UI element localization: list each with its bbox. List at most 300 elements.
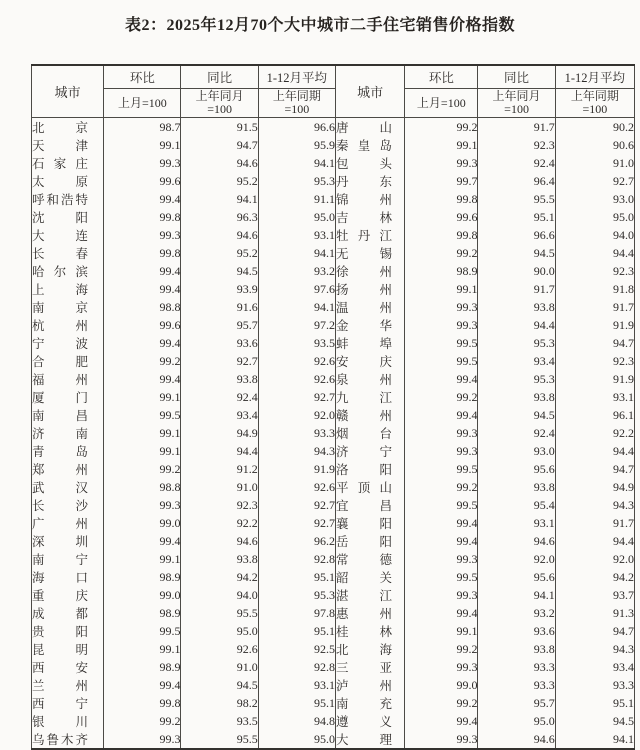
city-cell (335, 442, 404, 460)
table-row (32, 280, 635, 298)
avg-value: 94.3 (555, 640, 634, 658)
city-cell (335, 334, 404, 352)
city-cell (335, 424, 404, 442)
avg-value: 93.3 (258, 424, 335, 442)
avg-value: 92.6 (258, 478, 335, 496)
city-name: 呼和浩特 (32, 193, 88, 207)
city-name: 哈尔滨 (32, 265, 88, 279)
header-mom-base-right (405, 89, 478, 118)
price-index-table (31, 64, 635, 750)
city-cell (32, 496, 104, 514)
city-cell (32, 280, 104, 298)
avg-value: 94.1 (258, 154, 335, 172)
avg-value: 90.2 (555, 118, 634, 137)
avg-value: 93.1 (555, 388, 634, 406)
city-name: 西宁 (32, 697, 88, 711)
table-row (32, 208, 635, 226)
mom-value: 99.3 (405, 730, 478, 749)
mom-value: 99.1 (104, 136, 181, 154)
table-row (32, 370, 635, 388)
city-name: 宜昌 (335, 499, 392, 513)
mom-value: 99.4 (104, 532, 181, 550)
base-text: =100 (284, 102, 310, 116)
mom-value: 99.4 (104, 334, 181, 352)
yoy-value: 94.5 (181, 262, 258, 280)
avg-value: 91.9 (258, 460, 335, 478)
yoy-value: 95.5 (478, 190, 555, 208)
city-cell (32, 586, 104, 604)
table-row (32, 316, 635, 334)
yoy-value: 93.8 (478, 388, 555, 406)
mom-value: 99.4 (405, 532, 478, 550)
base-text: 上年同月 (195, 89, 244, 103)
avg-value: 93.7 (555, 586, 634, 604)
mom-value: 99.8 (405, 226, 478, 244)
mom-value: 99.5 (104, 622, 181, 640)
yoy-value: 94.5 (478, 244, 555, 262)
yoy-value: 95.2 (181, 244, 258, 262)
city-cell (32, 478, 104, 496)
city-cell (335, 730, 404, 749)
avg-value: 95.3 (258, 172, 335, 190)
mom-value: 99.8 (104, 694, 181, 712)
table-row (32, 532, 635, 550)
city-cell (335, 514, 404, 532)
table-row (32, 568, 635, 586)
avg-value: 92.3 (555, 352, 634, 370)
avg-value: 91.1 (258, 190, 335, 208)
yoy-value: 95.3 (478, 370, 555, 388)
yoy-value: 93.5 (181, 712, 258, 730)
mom-value: 99.3 (104, 226, 181, 244)
city-cell (335, 244, 404, 262)
city-cell (32, 172, 104, 190)
mom-value: 99.2 (104, 460, 181, 478)
city-cell (335, 388, 404, 406)
base-text: 上月=100 (117, 95, 167, 110)
avg-value: 91.9 (555, 370, 634, 388)
city-cell (32, 730, 104, 749)
header-city-left: 城市 (32, 65, 104, 118)
table-row (32, 712, 635, 730)
mom-value: 98.9 (104, 568, 181, 586)
yoy-value: 94.6 (478, 730, 555, 749)
city-name: 西安 (32, 661, 88, 675)
city-cell (32, 190, 104, 208)
city-cell (32, 622, 104, 640)
city-cell (32, 334, 104, 352)
yoy-value: 95.1 (478, 208, 555, 226)
city-cell (32, 136, 104, 154)
city-name: 湛江 (335, 589, 392, 603)
avg-value: 96.1 (555, 406, 634, 424)
avg-value: 94.1 (258, 298, 335, 316)
city-cell (335, 622, 404, 640)
city-cell (32, 604, 104, 622)
city-cell (335, 226, 404, 244)
avg-value: 95.1 (258, 694, 335, 712)
mom-value: 99.4 (405, 712, 478, 730)
city-cell (32, 406, 104, 424)
city-name: 锦州 (335, 193, 392, 207)
city-name: 长沙 (32, 499, 88, 513)
yoy-value: 93.4 (181, 406, 258, 424)
header-row-labels (32, 65, 635, 89)
city-cell (32, 532, 104, 550)
avg-value: 91.7 (555, 298, 634, 316)
table-row (32, 604, 635, 622)
city-cell (32, 694, 104, 712)
avg-value: 94.9 (555, 478, 634, 496)
avg-value: 97.6 (258, 280, 335, 298)
city-cell (32, 388, 104, 406)
yoy-value: 93.8 (478, 298, 555, 316)
avg-value: 92.0 (258, 406, 335, 424)
yoy-value: 98.2 (181, 694, 258, 712)
yoy-value: 95.7 (478, 694, 555, 712)
city-name: 扬州 (335, 283, 392, 297)
mom-value: 99.6 (104, 316, 181, 334)
avg-value: 92.7 (258, 388, 335, 406)
city-name: 深圳 (32, 535, 88, 549)
avg-value: 91.7 (555, 514, 634, 532)
city-cell (32, 370, 104, 388)
city-name: 岳阳 (335, 535, 392, 549)
city-cell (335, 550, 404, 568)
mom-value: 99.1 (104, 550, 181, 568)
mom-value: 99.2 (405, 478, 478, 496)
mom-value: 99.3 (405, 550, 478, 568)
city-name: 贵阳 (32, 625, 88, 639)
yoy-value: 95.5 (181, 730, 258, 749)
city-name: 广州 (32, 517, 88, 531)
header-avg-right: 1-12月平均 (555, 65, 634, 89)
city-name: 牡丹江 (335, 229, 392, 243)
mom-value: 99.4 (104, 280, 181, 298)
yoy-value: 92.6 (181, 640, 258, 658)
yoy-value: 96.3 (181, 208, 258, 226)
table-row (32, 550, 635, 568)
city-cell (32, 712, 104, 730)
mom-value: 99.4 (405, 604, 478, 622)
avg-value: 92.8 (258, 550, 335, 568)
yoy-value: 95.2 (181, 172, 258, 190)
table-row (32, 388, 635, 406)
avg-value: 93.5 (258, 334, 335, 352)
city-cell (32, 244, 104, 262)
city-cell (335, 676, 404, 694)
city-name: 温州 (335, 301, 392, 315)
avg-value: 94.8 (258, 712, 335, 730)
city-name: 南充 (335, 697, 392, 711)
mom-value: 99.5 (405, 352, 478, 370)
mom-value: 99.4 (405, 406, 478, 424)
city-cell (32, 442, 104, 460)
city-cell (32, 208, 104, 226)
city-name: 重庆 (32, 589, 88, 603)
city-name: 兰州 (32, 679, 88, 693)
mom-value: 98.9 (104, 604, 181, 622)
city-cell (335, 208, 404, 226)
city-cell (335, 694, 404, 712)
mom-value: 99.4 (104, 370, 181, 388)
city-name: 无锡 (335, 247, 392, 261)
city-cell (32, 550, 104, 568)
mom-value: 99.5 (405, 568, 478, 586)
yoy-value: 93.8 (478, 640, 555, 658)
table-row (32, 694, 635, 712)
city-name: 北海 (335, 643, 392, 657)
avg-value: 94.3 (555, 496, 634, 514)
avg-value: 97.8 (258, 604, 335, 622)
mom-value: 99.0 (104, 514, 181, 532)
city-cell (335, 658, 404, 676)
city-name: 南宁 (32, 553, 88, 567)
avg-value: 94.1 (258, 244, 335, 262)
city-cell (32, 316, 104, 334)
mom-value: 99.2 (104, 712, 181, 730)
yoy-value: 94.7 (181, 136, 258, 154)
mom-value: 99.1 (104, 424, 181, 442)
avg-value: 96.2 (258, 532, 335, 550)
yoy-value: 94.2 (181, 568, 258, 586)
city-name: 昆明 (32, 643, 88, 657)
city-name: 青岛 (32, 445, 88, 459)
table-row (32, 118, 635, 137)
avg-value: 91.0 (555, 154, 634, 172)
avg-value: 92.8 (258, 658, 335, 676)
city-name: 秦皇岛 (335, 139, 392, 153)
city-name: 泉州 (335, 373, 392, 387)
avg-value: 90.6 (555, 136, 634, 154)
yoy-value: 92.4 (478, 424, 555, 442)
yoy-value: 93.6 (478, 622, 555, 640)
base-text: 上年同期 (272, 89, 321, 103)
city-name: 唐山 (335, 121, 392, 135)
avg-value: 96.6 (258, 118, 335, 137)
mom-value: 99.2 (104, 352, 181, 370)
mom-value: 99.1 (104, 442, 181, 460)
header-yoy-base-right (478, 89, 555, 118)
mom-value: 99.1 (405, 622, 478, 640)
base-text: 上月=100 (416, 95, 466, 110)
city-name: 桂林 (335, 625, 392, 639)
city-name: 沈阳 (32, 211, 88, 225)
city-name: 烟台 (335, 427, 392, 441)
city-name: 安庆 (335, 355, 392, 369)
city-name: 泸州 (335, 679, 392, 693)
city-name: 大理 (335, 733, 392, 747)
avg-value: 91.8 (555, 280, 634, 298)
avg-value: 93.1 (258, 226, 335, 244)
city-cell (335, 460, 404, 478)
base-text: =100 (582, 102, 608, 116)
avg-value: 92.6 (258, 352, 335, 370)
city-name: 上海 (32, 283, 88, 297)
yoy-value: 92.4 (478, 154, 555, 172)
yoy-value: 93.8 (181, 550, 258, 568)
avg-value: 92.5 (258, 640, 335, 658)
table-row (32, 226, 635, 244)
yoy-value: 94.5 (478, 406, 555, 424)
city-name: 赣州 (335, 409, 392, 423)
avg-value: 94.7 (555, 622, 634, 640)
avg-value: 92.0 (555, 550, 634, 568)
city-cell (335, 712, 404, 730)
mom-value: 99.3 (104, 496, 181, 514)
mom-value: 99.3 (405, 658, 478, 676)
city-name: 南京 (32, 301, 88, 315)
city-name: 天津 (32, 139, 88, 153)
city-name: 成都 (32, 607, 88, 621)
city-name: 福州 (32, 373, 88, 387)
city-cell (335, 136, 404, 154)
yoy-value: 95.7 (181, 316, 258, 334)
page-title: 表2：2025年12月70个大中城市二手住宅销售价格指数 (124, 17, 515, 34)
mom-value: 99.0 (104, 586, 181, 604)
mom-value: 99.1 (104, 388, 181, 406)
yoy-value: 91.6 (181, 298, 258, 316)
yoy-value: 94.1 (478, 586, 555, 604)
city-cell (335, 172, 404, 190)
mom-value: 99.8 (104, 208, 181, 226)
avg-value: 97.2 (258, 316, 335, 334)
mom-value: 99.4 (405, 370, 478, 388)
city-name: 长春 (32, 247, 88, 261)
yoy-value: 95.0 (181, 622, 258, 640)
city-name: 大连 (32, 229, 88, 243)
yoy-value: 92.3 (181, 496, 258, 514)
header-mom-left: 环比 (104, 65, 181, 89)
avg-value: 94.7 (555, 334, 634, 352)
city-cell (32, 226, 104, 244)
city-name: 徐州 (335, 265, 392, 279)
mom-value: 99.5 (405, 334, 478, 352)
city-name: 郑州 (32, 463, 88, 477)
header-yoy-base-left (181, 89, 258, 118)
table-row (32, 136, 635, 154)
avg-value: 93.0 (555, 190, 634, 208)
mom-value: 99.4 (104, 262, 181, 280)
mom-value: 99.8 (405, 190, 478, 208)
mom-value: 99.3 (104, 154, 181, 172)
avg-value: 92.7 (258, 496, 335, 514)
yoy-value: 92.3 (478, 136, 555, 154)
mom-value: 99.3 (104, 730, 181, 749)
city-cell (335, 190, 404, 208)
city-name: 合肥 (32, 355, 88, 369)
mom-value: 99.3 (405, 442, 478, 460)
avg-value: 95.0 (555, 208, 634, 226)
city-name: 韶关 (335, 571, 392, 585)
yoy-value: 95.5 (181, 604, 258, 622)
table-body (32, 118, 635, 750)
yoy-value: 95.6 (478, 460, 555, 478)
mom-value: 99.2 (405, 118, 478, 137)
yoy-value: 90.0 (478, 262, 555, 280)
avg-value: 94.4 (555, 442, 634, 460)
city-name: 蚌埠 (335, 337, 392, 351)
header-mom-base-left (104, 89, 181, 118)
yoy-value: 91.0 (181, 658, 258, 676)
mom-value: 99.1 (405, 136, 478, 154)
yoy-value: 91.2 (181, 460, 258, 478)
avg-value: 94.2 (555, 568, 634, 586)
city-cell (335, 298, 404, 316)
city-cell (335, 370, 404, 388)
yoy-value: 95.0 (478, 712, 555, 730)
city-cell (335, 118, 404, 137)
avg-value: 94.5 (555, 712, 634, 730)
city-cell (335, 262, 404, 280)
avg-value: 95.9 (258, 136, 335, 154)
header-yoy-left: 同比 (181, 65, 258, 89)
mom-value: 99.3 (405, 154, 478, 172)
base-text: 上年同期 (570, 89, 619, 103)
yoy-value: 91.7 (478, 280, 555, 298)
yoy-value: 91.5 (181, 118, 258, 137)
yoy-value: 94.6 (478, 532, 555, 550)
table-row (32, 640, 635, 658)
city-cell (335, 154, 404, 172)
city-name: 金华 (335, 319, 392, 333)
header-mom-right: 环比 (405, 65, 478, 89)
city-name: 襄阳 (335, 517, 392, 531)
table-row (32, 514, 635, 532)
table-row (32, 586, 635, 604)
mom-value: 99.3 (405, 586, 478, 604)
table-row (32, 442, 635, 460)
table-row (32, 676, 635, 694)
city-cell (32, 298, 104, 316)
yoy-value: 95.4 (478, 496, 555, 514)
mom-value: 99.5 (405, 460, 478, 478)
mom-value: 99.3 (405, 298, 478, 316)
mom-value: 98.7 (104, 118, 181, 137)
mom-value: 99.6 (104, 172, 181, 190)
table-row (32, 622, 635, 640)
yoy-value: 95.3 (478, 334, 555, 352)
city-cell (335, 568, 404, 586)
yoy-value: 94.4 (478, 316, 555, 334)
mom-value: 99.5 (104, 406, 181, 424)
city-name: 平顶山 (335, 481, 392, 495)
avg-value: 91.3 (555, 604, 634, 622)
yoy-value: 91.7 (478, 118, 555, 137)
mom-value: 99.2 (405, 640, 478, 658)
city-cell (32, 676, 104, 694)
city-name: 九江 (335, 391, 392, 405)
header-avg-base-left (258, 89, 335, 118)
avg-value: 94.4 (555, 532, 634, 550)
avg-value: 94.3 (258, 442, 335, 460)
city-cell (335, 640, 404, 658)
city-name: 宁波 (32, 337, 88, 351)
avg-value: 95.1 (555, 694, 634, 712)
table-row (32, 298, 635, 316)
yoy-value: 93.6 (181, 334, 258, 352)
avg-value: 93.3 (555, 676, 634, 694)
table-row (32, 424, 635, 442)
mom-value: 99.1 (104, 640, 181, 658)
city-cell (32, 460, 104, 478)
city-name: 南昌 (32, 409, 88, 423)
avg-value: 92.7 (258, 514, 335, 532)
city-name: 北京 (32, 121, 88, 135)
mom-value: 99.2 (405, 694, 478, 712)
mom-value: 99.7 (405, 172, 478, 190)
city-cell (32, 262, 104, 280)
